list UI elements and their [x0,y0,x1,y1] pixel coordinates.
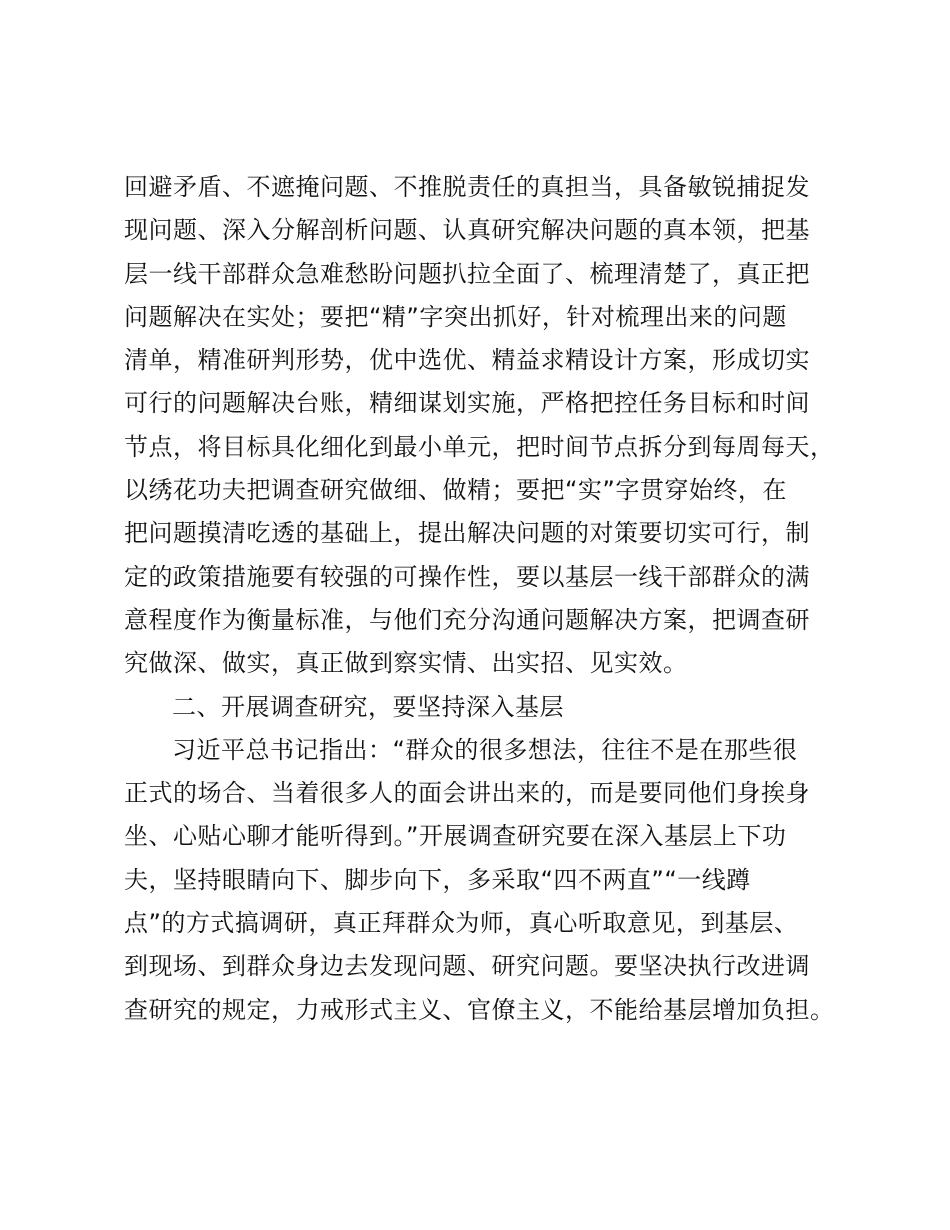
text-line: 意程度作为衡量标准，与他们充分沟通问题解决方案，把调查研 [124,605,810,634]
text-line: 习近平总书记指出：“群众的很多想法，往往不是在那些很 [172,735,798,764]
text-line: 定的政策措施要有较强的可操作性，要以基层一线干部群众的满 [124,562,810,591]
text-line: 以绣花功夫把调查研究做细、做精；要把“实”字贯穿始终，在 [124,476,787,505]
text-line: 现问题、深入分解剖析问题、认真研究解决问题的真本领，把基 [124,216,810,245]
text-line: 把问题摸清吃透的基础上，提出解决问题的对策要切实可行，制 [124,519,810,548]
text-line: 正式的场合、当着很多人的面会讲出来的，而是要同他们身挨身 [124,779,810,808]
text-line: 点”的方式搞调研，真正拜群众为师，真心听取意见，到基层、 [124,909,799,938]
text-line: 层一线干部群众急难愁盼问题扒拉全面了、梳理清楚了，真正把 [124,259,810,288]
document-body [124,166,842,1032]
text-line: 可行的问题解决台账，精细谋划实施，严格把控任务目标和时间 [124,389,810,418]
text-line: 查研究的规定，力戒形式主义、官僚主义，不能给基层增加负担。 [124,995,835,1024]
section-heading: 二、开展调查研究，要坚持深入基层 [172,692,564,721]
text-line: 夫，坚持眼睛向下、脚步向下，多采取“四不两直”“一线蹲 [124,865,751,894]
text-line: 究做深、做实，真正做到察实情、出实招、见实效。 [124,649,688,678]
text-line: 清单，精准研判形势，优中选优、精益求精设计方案，形成切实 [124,346,810,375]
text-line: 坐、心贴心聊才能听得到。”开展调查研究要在深入基层上下功 [124,822,787,851]
text-line: 回避矛盾、不遮掩问题、不推脱责任的真担当，具备敏锐捕捉发 [124,173,810,201]
text-line: 节点，将目标具化细化到最小单元，把时间节点拆分到每周每天， [124,432,835,461]
text-line: 问题解决在实处；要把“精”字突出抓好，针对梳理出来的问题 [124,302,787,331]
text-line: 到现场、到群众身边去发现问题、研究问题。要坚决执行改进调 [124,952,810,981]
